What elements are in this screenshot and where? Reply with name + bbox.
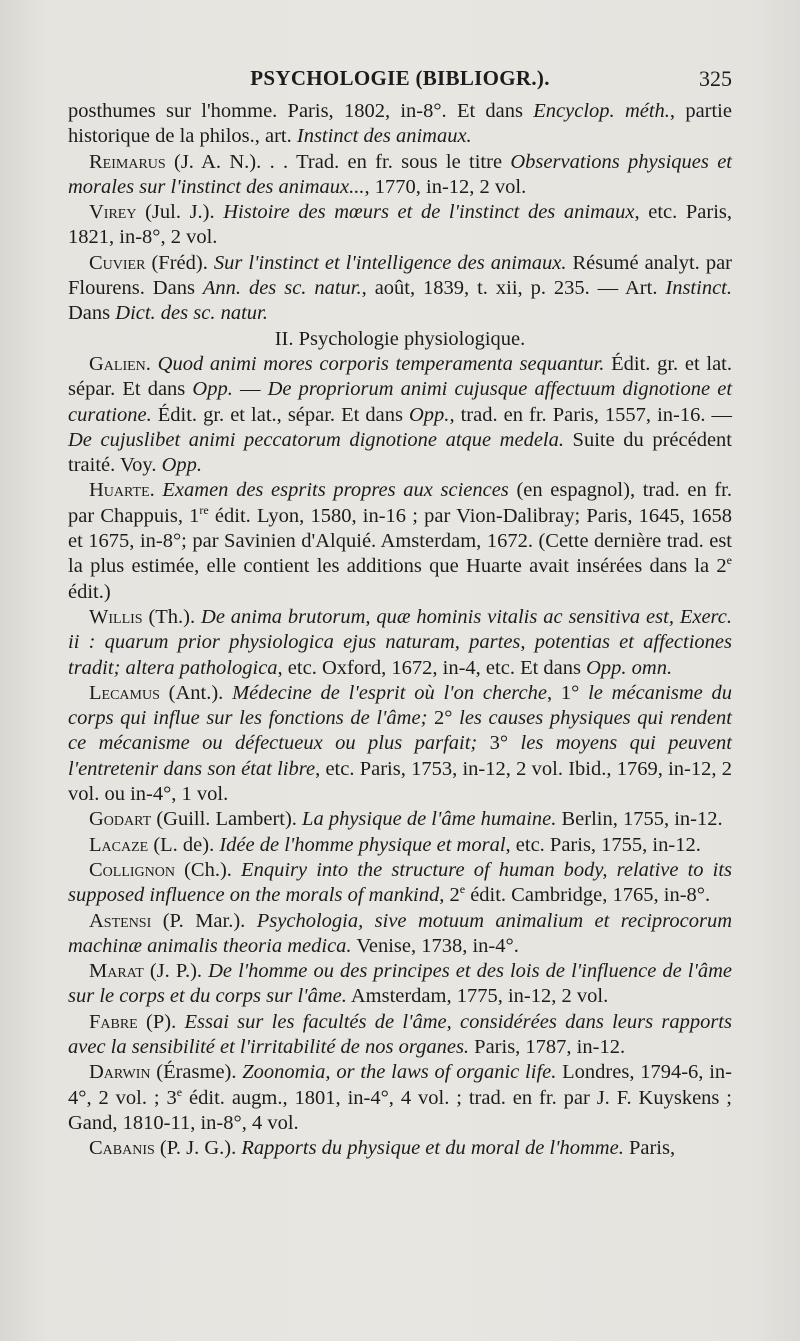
author-name: Godart — [89, 808, 152, 831]
author-name: Huarte — [89, 479, 150, 502]
author-name: Fabre — [89, 1010, 138, 1033]
entry-astensi: Astensi (P. Mar.). Psychologia, sive motuum animalium et reciprocorum machinæ animalis theoria medica. Venise, 1738, in-4°. — [68, 909, 732, 957]
entry-marat: Marat (J. P.). De l'homme ou des principes et des lois de l'influence de l'âme sur le corps et du corps sur l'âme. Amsterdam, 1775, in-12, 2 vol. — [68, 960, 732, 1008]
entry-darwin: Darwin (Érasme). Zoonomia, or the laws of organic life. Londres, 1794-6, in-4°, 2 vol. ; 3e édit. augm., 1801, in-4°, 4 vol. ; trad. en fr. par J. F. Kuyskens ; Gand, 1810-11, in-8°, 4 vol. — [68, 1061, 733, 1134]
author-name: Cabanis — [89, 1137, 155, 1160]
entry-galien: Galien. Quod animi mores corporis temperamenta sequantur. Édit. gr. et lat. sépar. Et dans Opp. — De propriorum animi cujusque affectuum dignotione et curatione. Édit. gr. et lat., sépar. Et dans Opp., trad. en fr. Paris, 1557, in-16. — De cujuslibet animi peccatorum dignotione atque medela. Suite du précédent traité. Voy. Opp. — [68, 352, 733, 477]
entry-huarte: Huarte. Examen des esprits propres aux sciences (en espagnol), trad. en fr. par Chappuis, 1re édit. Lyon, 1580, in-16 ; par Vion-Dalibray; Paris, 1645, 1658 et 1675, in-8°; par Savinien d'Alquié. Amsterdam, 1672. (Cette dernière trad. est la plus estimée, elle contient les additions que Huarte avait insérées dans la 2e édit.) — [68, 479, 733, 603]
author-name: Lecamus — [89, 681, 160, 704]
entry-reimarus: Reimarus (J. A. N.). . . Trad. en fr. sous le titre Observations physiques et morales sur l'instinct des animaux..., 1770, in-12, 2 vol. — [68, 150, 732, 198]
page-body — [68, 99, 732, 1161]
author-name: Reimarus — [89, 150, 166, 173]
author-name: Astensi — [89, 909, 152, 932]
author-name: Collignon — [89, 858, 175, 881]
entry-cuvier: Cuvier (Fréd). Sur l'instinct et l'intelligence des animaux. Résumé analyt. par Flourens. Dans Ann. des sc. natur., août, 1839, t. xii, p. 235. — Art. Instinct. Dans Dict. des sc. natur. — [68, 251, 733, 325]
entry-fabre: Fabre (P). Essai sur les facultés de l'âme, considérées dans leurs rapports avec la sensibilité et l'irritabilité de nos organes. Paris, 1787, in-12. — [68, 1010, 732, 1058]
author-name: Cuvier — [89, 251, 146, 274]
page-header — [68, 66, 732, 98]
continuation-paragraph: posthumes sur l'homme. Paris, 1802, in-8°. Et dans Encyclop. méth., partie historique de la philos., art. Instinct des animaux. — [68, 100, 732, 148]
entry-collignon: Collignon (Ch.). Enquiry into the structure of human body, relative to its supposed influence on the morals of mankind, 2e édit. Cambridge, 1765, in-8°. — [68, 858, 733, 907]
running-title: PSYCHOLOGIE (BIBLIOGR.). — [250, 66, 550, 90]
author-name: Galien — [89, 352, 146, 375]
author-name: Willis — [89, 605, 143, 628]
author-name: Lacaze — [89, 833, 149, 856]
author-name: Marat — [89, 960, 144, 983]
section-heading: II. Psychologie physiologique. — [274, 327, 526, 350]
author-name: Virey — [89, 201, 137, 224]
entry-cabanis: Cabanis (P. J. G.). Rapports du physique et du moral de l'homme. Paris, — [89, 1137, 676, 1160]
page-number: 325 — [699, 66, 732, 91]
entry-virey: Virey (Jul. J.). Histoire des mœurs et de l'instinct des animaux, etc. Paris, 1821, in-8°, 2 vol. — [68, 201, 732, 249]
entry-godart: Godart (Guill. Lambert). La physique de l'âme humaine. Berlin, 1755, in-12. — [89, 808, 723, 831]
entry-willis: Willis (Th.). De anima brutorum, quæ hominis vitalis ac sensitiva est, Exerc. ii : quarum prior physiologica ejus naturam, partes, potentias et affectiones tradit; altera pathologica, etc. Oxford, 1672, in-4, etc. Et dans Opp. omn. — [68, 605, 732, 679]
entry-lecamus: Lecamus (Ant.). Médecine de l'esprit où l'on cherche, 1° le mécanisme du corps qui influe sur les fonctions de l'âme; 2° les causes physiques qui rendent ce mécanisme ou défectueux ou plus parfait; 3° les moyens qui peuvent l'entretenir dans son état libre, etc. Paris, 1753, in-12, 2 vol. Ibid., 1769, in-12, 2 vol. ou in-4°, 1 vol. — [68, 681, 733, 806]
entry-lacaze: Lacaze (L. de). Idée de l'homme physique et moral, etc. Paris, 1755, in-12. — [89, 833, 701, 856]
author-name: Darwin — [89, 1061, 151, 1084]
